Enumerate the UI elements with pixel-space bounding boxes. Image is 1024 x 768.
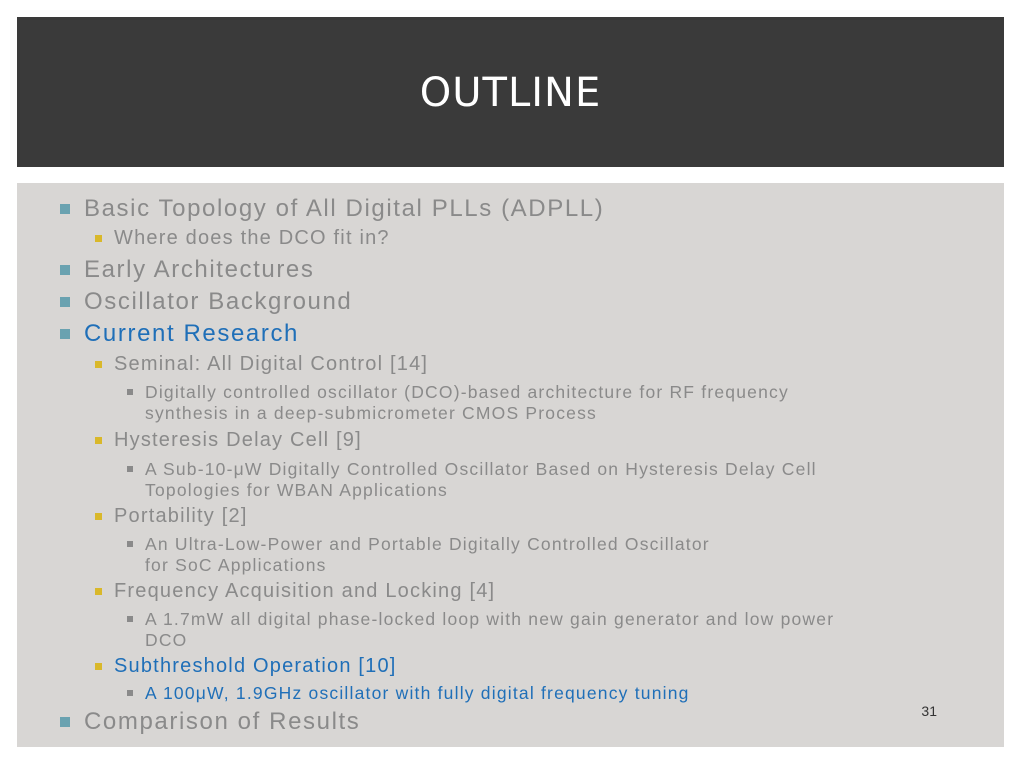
square-bullet-icon xyxy=(95,588,102,595)
page-number: 31 xyxy=(921,703,937,719)
list-item xyxy=(95,429,362,452)
list-item xyxy=(95,505,248,528)
list-item-label: Where does the DCO fit in? xyxy=(114,227,390,249)
list-item xyxy=(127,534,710,576)
list-item-label: Current Research xyxy=(84,320,300,347)
square-bullet-icon xyxy=(127,389,133,395)
list-item-line: for SoC Applications xyxy=(145,555,327,575)
list-item-line: Digitally controlled oscillator (DCO)-based architecture for RF frequency xyxy=(145,382,789,402)
square-bullet-icon xyxy=(95,437,102,444)
list-item xyxy=(60,256,314,284)
square-bullet-icon xyxy=(60,717,70,727)
list-item xyxy=(60,195,604,223)
list-item-line: DCO xyxy=(145,630,188,650)
square-bullet-icon xyxy=(60,204,70,214)
list-item-label: Subthreshold Operation [10] xyxy=(114,655,397,677)
list-item-label xyxy=(145,534,710,576)
list-item-label: Hysteresis Delay Cell [9] xyxy=(114,429,362,451)
list-item-label: Early Architectures xyxy=(84,256,315,283)
list-item-line: A 1.7mW all digital phase-locked loop with new gain generator and low power xyxy=(145,609,835,629)
list-item xyxy=(95,580,495,603)
square-bullet-icon xyxy=(95,235,102,242)
square-bullet-icon xyxy=(127,466,133,472)
list-item-line: synthesis in a deep-submicrometer CMOS Process xyxy=(145,403,598,423)
list-item-label: A 100μW, 1.9GHz oscillator with fully digital frequency tuning xyxy=(145,683,690,703)
list-item-label: Seminal: All Digital Control [14] xyxy=(114,353,429,375)
list-item-label xyxy=(145,609,834,651)
square-bullet-icon xyxy=(60,297,70,307)
list-item-label xyxy=(145,382,789,424)
list-item xyxy=(60,288,352,316)
square-bullet-icon xyxy=(127,541,133,547)
list-item xyxy=(95,227,390,250)
square-bullet-icon xyxy=(95,513,102,520)
list-item-label: Comparison of Results xyxy=(84,708,361,735)
list-item xyxy=(95,655,397,678)
square-bullet-icon xyxy=(127,690,133,696)
square-bullet-icon xyxy=(60,265,70,275)
list-item-label: Portability [2] xyxy=(114,505,248,527)
list-item-label xyxy=(145,459,817,501)
list-item-label: Frequency Acquisition and Locking [4] xyxy=(114,580,496,602)
square-bullet-icon xyxy=(60,329,70,339)
square-bullet-icon xyxy=(127,616,133,622)
title-bar xyxy=(17,17,1004,167)
list-item-line: Topologies for WBAN Applications xyxy=(145,480,448,500)
square-bullet-icon xyxy=(95,361,102,368)
list-item xyxy=(95,353,428,376)
square-bullet-icon xyxy=(95,663,102,670)
list-item-line: An Ultra-Low-Power and Portable Digitally Controlled Oscillator xyxy=(145,534,710,554)
list-item xyxy=(60,320,299,348)
list-item xyxy=(127,459,817,501)
list-item xyxy=(60,708,360,736)
list-item-line: A Sub-10-μW Digitally Controlled Oscillator Based on Hysteresis Delay Cell xyxy=(145,459,817,479)
list-item xyxy=(127,609,834,651)
slide-title: OUTLINE xyxy=(419,70,602,116)
content-panel xyxy=(17,183,1004,747)
list-item xyxy=(127,382,789,424)
list-item-label: Basic Topology of All Digital PLLs (ADPLL) xyxy=(84,195,605,222)
list-item-label: Oscillator Background xyxy=(84,288,353,315)
list-item xyxy=(127,683,690,704)
